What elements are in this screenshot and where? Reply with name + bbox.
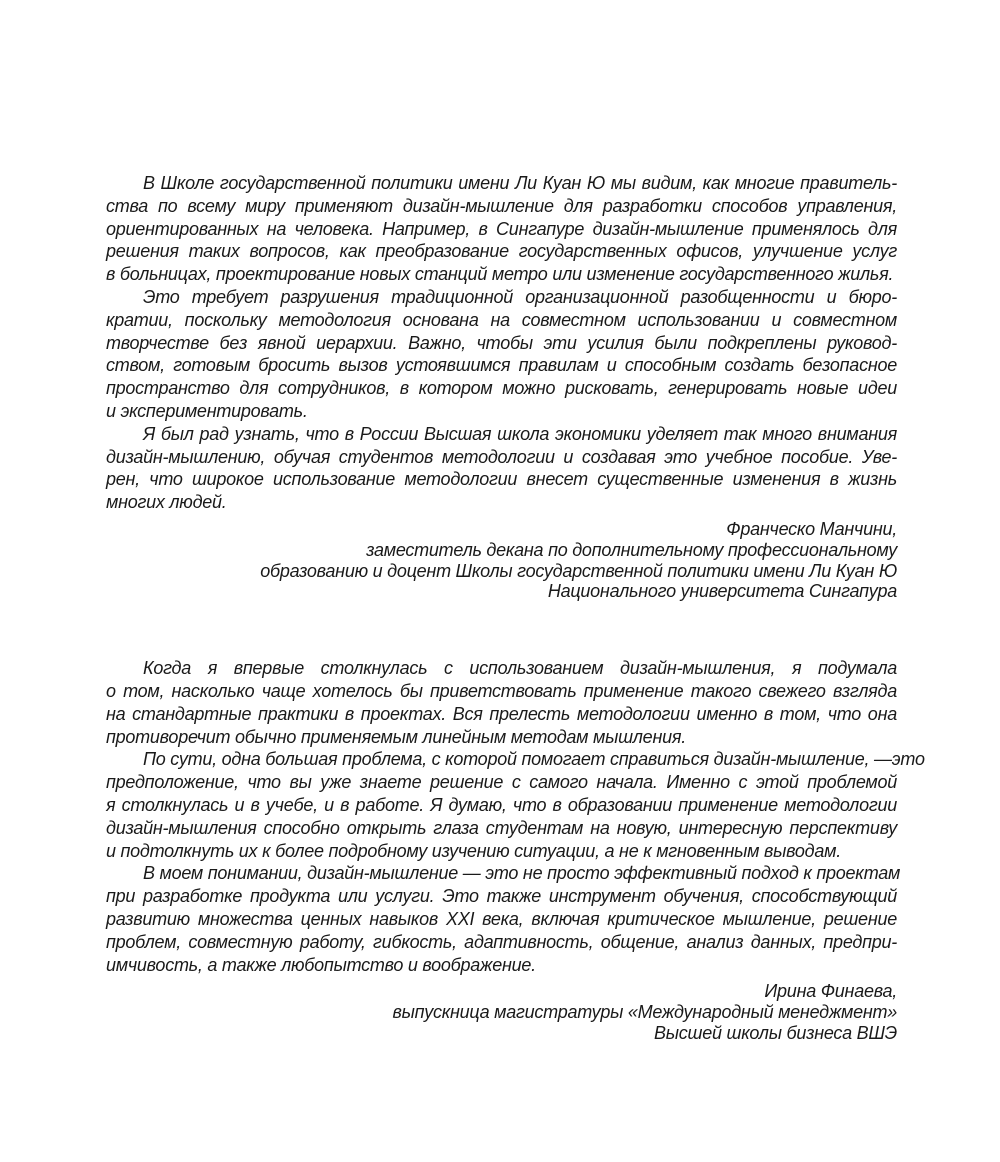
signature-line: выпускница магистратуры «Международный менеджмент» [392, 1002, 897, 1023]
testimonial-block-2 [106, 657, 925, 1044]
text-line: рен, что широкое использование методологии внесет существенные изменения в жизнь [106, 469, 897, 490]
text-line: ства по всему миру применяют дизайн-мышление для разработки способов управления, [106, 195, 897, 216]
text-line: на стандартные практики в проектах. Вся прелесть методологии именно в том, что она [106, 703, 897, 724]
text-line: противоречит обычно применяемым линейным методам мышления. [106, 726, 686, 747]
text-line: я столкнулась и в учебе, и в работе. Я думаю, что в образовании применение методологии [106, 794, 897, 815]
paragraph [106, 423, 897, 514]
text-line: Когда я впервые столкнулась с использованием дизайн-мышления, я подумала [143, 658, 897, 679]
text-line: решения таких вопросов, как преобразование государственных офисов, улучшение услуг [106, 241, 897, 262]
text-line: при разработке продукта или услуги. Это также инструмент обучения, способствующий [106, 886, 897, 907]
text-line: дизайн-мышлению, обучая студентов методологии и создавая это учебное пособие. Уве- [106, 446, 897, 467]
text-line: творчестве без явной иерархии. Важно, чтобы эти усилия были подкреплены руковод- [106, 332, 897, 353]
text-line: и подтолкнуть их к более подробному изучению ситуации, а не к мгновенным выводам. [106, 840, 841, 861]
text-line: дизайн-мышления способно открыть глаза студентам на новую, интересную перспективу [106, 817, 897, 838]
signature-line: Ирина Финаева, [764, 981, 897, 1002]
signature [106, 981, 897, 1043]
text-line: имчивость, а также любопытство и воображение. [106, 954, 536, 975]
text-line: В моем понимании, дизайн-мышление — это не просто эффективный подход к проектам [143, 863, 901, 884]
text-line: кратии, поскольку методология основана на совместном использовании и совместном [106, 309, 897, 330]
text-line: Я был рад узнать, что в России Высшая школа экономики уделяет так много внимания [143, 423, 897, 444]
text-line: предположение, что вы уже знаете решение с самого начала. Именно с этой проблемой [106, 772, 897, 793]
text-line: ориентированных на человека. Например, в Сингапуре дизайн-мышление применялось для [106, 218, 897, 239]
testimonial-block-1 [106, 172, 897, 602]
signature-line: Франческо Манчини, [726, 518, 897, 539]
page-content [106, 172, 925, 1044]
text-line: многих людей. [106, 492, 227, 513]
text-line: В Школе государственной политики имени Ли Куан Ю мы видим, как многие правитель- [143, 173, 897, 193]
signature-line: заместитель декана по дополнительному профессиональному [366, 539, 897, 560]
paragraph [106, 657, 897, 748]
signature-line: Высшей школы бизнеса ВШЭ [654, 1022, 897, 1043]
paragraph [106, 748, 925, 862]
signature-line: образованию и доцент Школы государственной политики имени Ли Куан Ю [260, 560, 897, 581]
text-line: о том, насколько чаще хотелось бы приветствовать применение такого свежего взгляда [106, 680, 897, 701]
text-line: По сути, одна большая проблема, с которой помогает справиться дизайн-мышление, —это [143, 749, 925, 770]
text-line: в больницах, проектирование новых станций метро или изменение государственного жилья. [106, 264, 894, 285]
text-line: развитию множества ценных навыков XXI века, включая критическое мышление, решение [106, 908, 897, 929]
text-line: пространство для сотрудников, в котором можно рисковать, генерировать новые идеи [106, 378, 897, 399]
paragraph [106, 862, 901, 976]
paragraph [106, 172, 897, 286]
text-line: Это требует разрушения традиционной организационной разобщенности и бюро- [143, 286, 897, 307]
signature-line: Национального университета Сингапура [547, 581, 897, 602]
signature [106, 519, 897, 602]
text-line: и экспериментировать. [106, 400, 308, 421]
paragraph [106, 286, 897, 423]
text-line: проблем, совместную работу, гибкость, адаптивность, общение, анализ данных, предпри- [106, 931, 897, 952]
text-line: ством, готовым бросить вызов устоявшимся правилам и способным создать безопасное [106, 355, 897, 376]
